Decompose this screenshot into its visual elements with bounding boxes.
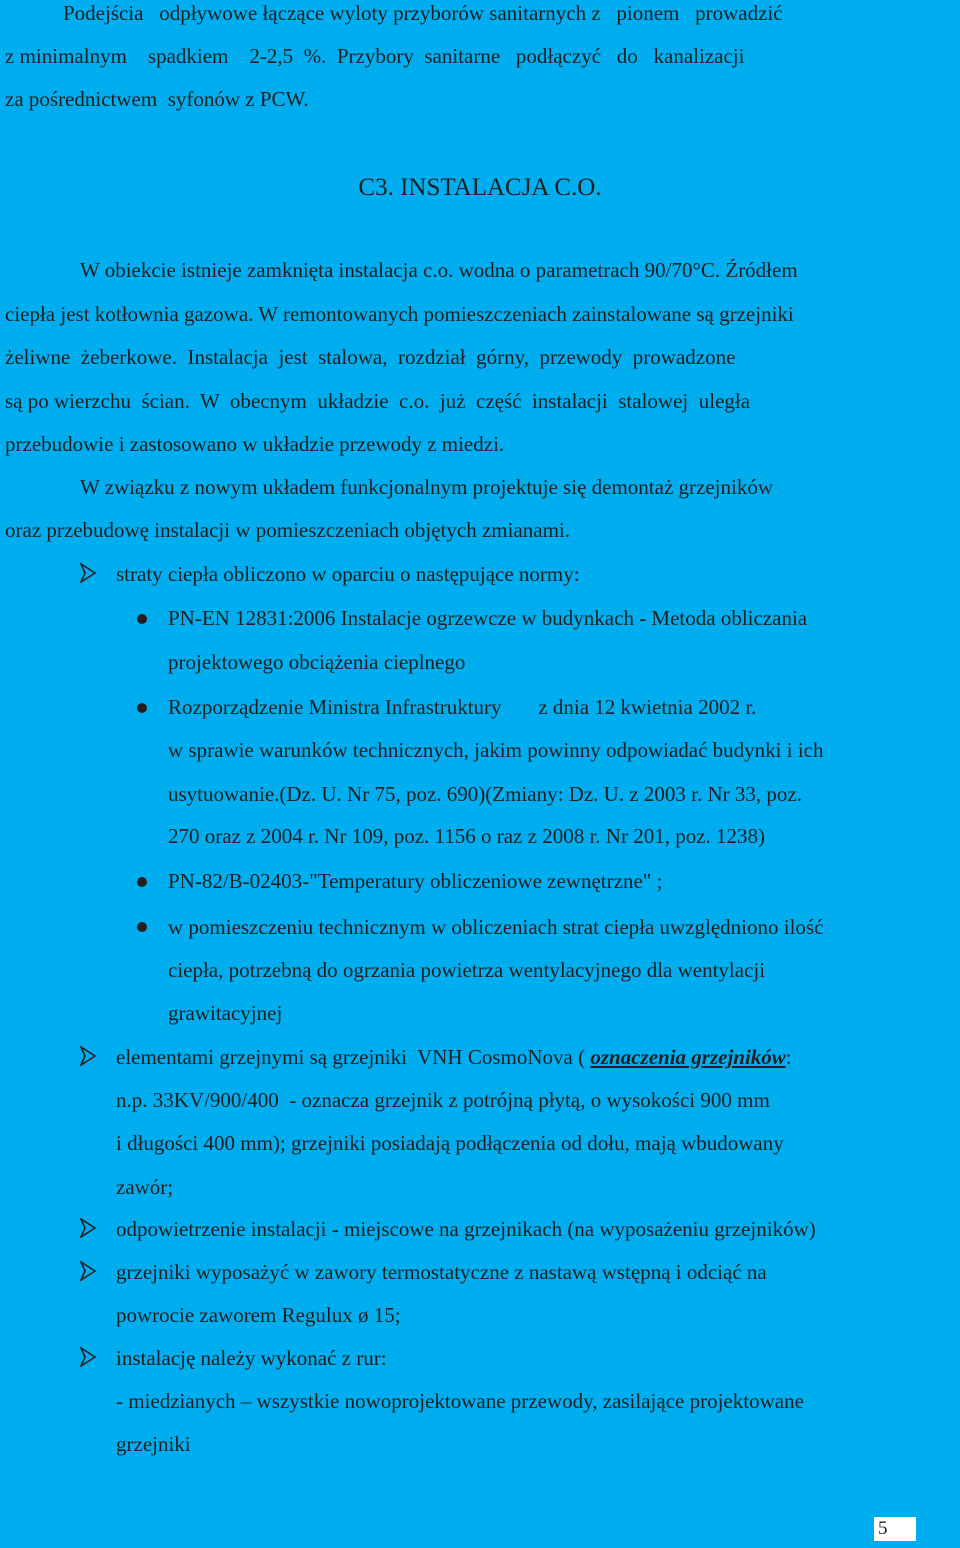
arrow4-line-1: grzejniki wyposażyć w zawory termostatyczne z nastawą wstępną i odciąć na — [116, 1260, 767, 1284]
bullet-icon — [137, 614, 147, 624]
bullet4-line-2: ciepła, potrzebną do ogrzania powietrza wentylacyjnego dla wentylacji — [168, 958, 766, 982]
para1-line-1: W obiekcie istnieje zamknięta instalacja c.o. wodna o parametrach 90/70°C. Źródłem — [80, 258, 798, 282]
intro-line-2: z minimalnym spadkiem 2-2,5 %. Przybory sanitarne podłączyć do kanalizacji — [5, 44, 745, 68]
section-title: C3. INSTALACJA C.O. — [358, 174, 602, 201]
arrow-bullet-icon — [80, 1218, 96, 1238]
para1-line-4: są po wierzchu ścian. W obecnym układzie c.o. już część instalacji stalowej uległa — [5, 389, 751, 413]
arrow3-line-1: odpowietrzenie instalacji - miejscowe na grzejnikach (na wyposażeniu grzejników) — [116, 1217, 816, 1241]
arrow-bullet-icon — [80, 1347, 96, 1367]
bullet2-line-4: 270 oraz z 2004 r. Nr 109, poz. 1156 o raz z 2008 r. Nr 201, poz. 1238) — [168, 824, 766, 848]
arrow5-line-3: grzejniki — [116, 1432, 191, 1456]
para1-line-3: żeliwne żeberkowe. Instalacja jest stalowa, rozdział górny, przewody prowadzone — [5, 345, 736, 369]
intro-line-1: Podejścia odpływowe łączące wyloty przyborów sanitarnych z pionem prowadzić — [63, 1, 783, 25]
page-number: 5 — [874, 1517, 916, 1541]
bullet1-line-1: PN-EN 12831:2006 Instalacje ogrzewcze w budynkach - Metoda obliczania — [168, 606, 808, 630]
bullet2-line-2: w sprawie warunków technicznych, jakim powinny odpowiadać budynki i ich — [168, 738, 824, 762]
intro-line-3: za pośrednictwem syfonów z PCW. — [5, 87, 309, 111]
bullet-icon — [137, 877, 147, 887]
arrow1-text: straty ciepła obliczono w oparciu o następujące normy: — [116, 562, 580, 586]
arrow-bullet-icon — [80, 563, 96, 583]
para2-line-2: oraz przebudowę instalacji w pomieszczeniach objętych zmianami. — [5, 518, 571, 542]
arrow2-line-3: i długości 400 mm); grzejniki posiadają podłączenia od dołu, mają wbudowany — [116, 1131, 784, 1155]
para2-line-1: W związku z nowym układem funkcjonalnym projektuje się demontaż grzejników — [80, 475, 773, 499]
bullet-icon — [137, 922, 147, 932]
arrow4-line-2: powrocie zaworem Regulux ø 15; — [116, 1303, 401, 1327]
arrow2-line-4: zawór; — [116, 1175, 174, 1199]
arrow5-line-2: - miedzianych – wszystkie nowoprojektowane przewody, zasilające projektowane — [116, 1389, 804, 1413]
bullet2-line-1: Rozporządzenie Ministra Infrastruktury z dnia 12 kwietnia 2002 r. — [168, 695, 757, 719]
bullet4-line-3: grawitacyjnej — [168, 1001, 283, 1025]
arrow-bullet-icon — [80, 1046, 96, 1066]
bullet-icon — [137, 703, 147, 713]
arrow5-line-1: instalację należy wykonać z rur: — [116, 1346, 387, 1370]
para1-line-5: przebudowie i zastosowano w układzie przewody z miedzi. — [5, 432, 505, 456]
arrow2-line-1-c: : — [785, 1045, 792, 1069]
bullet2-line-3: usytuowanie.(Dz. U. Nr 75, poz. 690)(Zmiany: Dz. U. z 2003 r. Nr 33, poz. — [168, 782, 802, 806]
arrow2-line-1-a: elementami grzejnymi są grzejniki VNH CosmoNova ( — [116, 1045, 591, 1069]
para1-line-2: ciepła jest kotłownia gazowa. W remontowanych pomieszczeniach zainstalowane są grzejniki — [5, 302, 794, 326]
arrow2-line-1 — [116, 1045, 956, 1069]
arrow2-line-2: n.p. 33KV/900/400 - oznacza grzejnik z potrójną płytą, o wysokości 900 mm — [116, 1088, 770, 1112]
bullet1-line-2: projektowego obciążenia cieplnego — [168, 650, 466, 674]
bullet4-line-1: w pomieszczeniu technicznym w obliczeniach strat ciepła uwzględniono ilość — [168, 915, 824, 939]
bullet3-line-1: PN-82/B-02403-"Temperatury obliczeniowe zewnętrzne" ; — [168, 869, 663, 893]
arrow-bullet-icon — [80, 1261, 96, 1281]
arrow2-emphasis: oznaczenia grzejników — [590, 1045, 786, 1069]
